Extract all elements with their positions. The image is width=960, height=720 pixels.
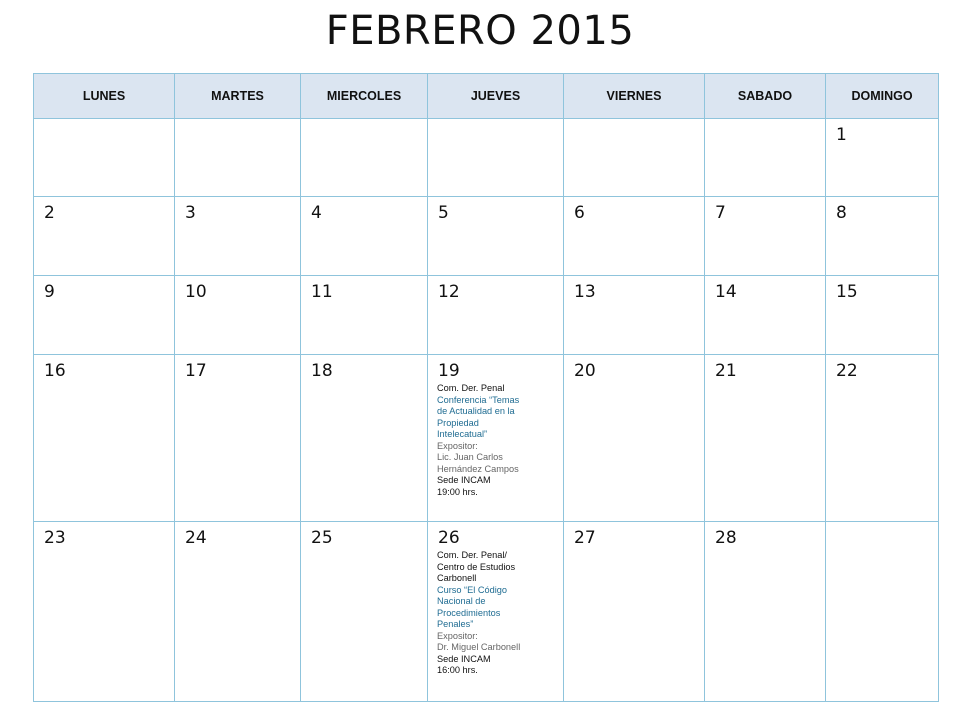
day-number: 5 [438,203,449,223]
day-number [34,119,174,125]
day-cell[interactable] [34,522,175,702]
event-line: Curso “El Código [437,584,507,595]
day-number: 7 [715,203,726,223]
day-number: 14 [715,282,737,302]
day-number: 13 [574,282,596,302]
day-cell[interactable] [705,197,826,276]
day-number: 8 [836,203,847,223]
day-cell[interactable] [301,355,428,522]
weekday-header: SABADO [705,74,826,119]
event-line: Com. Der. Penal [437,383,505,393]
day-cell[interactable] [564,276,705,355]
day-cell[interactable] [301,119,428,197]
event-line: Lic. Juan Carlos [437,452,503,462]
calendar-week-row [34,522,939,702]
day-number: 15 [836,282,858,302]
day-cell[interactable] [34,276,175,355]
day-cell[interactable] [826,119,939,197]
day-cell[interactable] [428,355,564,522]
event-line: Carbonell [437,573,477,583]
day-number: 23 [44,528,66,548]
day-number: 22 [836,361,858,381]
weekday-header: DOMINGO [826,74,939,119]
day-number: 26 [438,528,460,548]
weekday-header: MARTES [175,74,301,119]
day-cell[interactable] [175,355,301,522]
day-cell[interactable] [34,355,175,522]
day-cell[interactable] [564,119,705,197]
calendar-week-row [34,276,939,355]
day-number [564,119,704,125]
day-number: 12 [438,282,460,302]
day-cell[interactable] [826,522,939,702]
day-cell[interactable] [564,197,705,276]
day-number: 2 [44,203,55,223]
event-line: de Actualidad en la [437,406,515,416]
day-cell[interactable] [428,119,564,197]
day-number: 16 [44,361,66,381]
calendar-week-row [34,119,939,197]
weekday-header: VIERNES [564,74,705,119]
event-details [428,548,563,677]
day-number: 28 [715,528,737,548]
day-cell[interactable] [564,522,705,702]
day-number: 17 [185,361,207,381]
event-line: Com. Der. Penal/ [437,550,507,560]
day-cell[interactable] [826,197,939,276]
day-cell[interactable] [428,276,564,355]
day-number: 27 [574,528,596,548]
event-line: Expositor: [437,440,478,451]
event-line: Hernández Campos [437,463,519,474]
calendar-title: FEBRERO 2015 [325,8,635,54]
weekday-header: JUEVES [428,74,564,119]
day-number [175,119,300,125]
day-cell[interactable] [428,522,564,702]
day-cell[interactable] [175,522,301,702]
day-cell[interactable] [34,197,175,276]
event-line: Dr. Miguel Carbonell [437,642,521,652]
day-cell[interactable] [428,197,564,276]
event-details [428,381,563,498]
day-number: 24 [185,528,207,548]
day-number [301,119,427,125]
day-cell[interactable] [175,119,301,197]
event-line: 19:00 hrs. [437,486,478,497]
day-number: 6 [574,203,585,223]
event-line: Propiedad [437,417,479,428]
day-cell[interactable] [826,355,939,522]
day-number: 3 [185,203,196,223]
event-line: Sede INCAM [437,653,491,664]
event-line: Conferencia “Temas [437,394,520,405]
day-number: 20 [574,361,596,381]
event-line: Procedimientos [437,607,501,618]
day-number: 9 [44,282,55,302]
day-cell[interactable] [564,355,705,522]
day-number [428,119,563,125]
event-line: 16:00 hrs. [437,665,478,675]
day-number: 1 [836,125,847,145]
calendar-grid [33,73,939,702]
weekday-header-row [34,74,939,119]
day-cell[interactable] [301,197,428,276]
event-line: Centro de Estudios [437,561,516,572]
day-cell[interactable] [705,276,826,355]
calendar-week-row [34,355,939,522]
event-line: Expositor: [437,630,478,641]
event-line: Sede INCAM [437,475,491,485]
event-line: Penales” [437,619,474,629]
day-cell[interactable] [301,276,428,355]
day-number [826,522,938,528]
day-cell[interactable] [175,197,301,276]
day-number: 19 [438,361,460,381]
day-number: 18 [311,361,333,381]
event-line: Nacional de [437,596,486,606]
day-cell[interactable] [705,355,826,522]
day-number: 4 [311,203,322,223]
weekday-header: LUNES [34,74,175,119]
day-cell[interactable] [301,522,428,702]
day-number [705,119,825,125]
weekday-header: MIERCOLES [301,74,428,119]
day-cell[interactable] [34,119,175,197]
calendar-week-row [34,197,939,276]
day-cell[interactable] [705,119,826,197]
day-cell[interactable] [175,276,301,355]
day-number: 21 [715,361,737,381]
day-cell[interactable] [826,276,939,355]
day-number: 11 [311,282,333,302]
day-number: 10 [185,282,207,302]
day-number: 25 [311,528,333,548]
day-cell[interactable] [705,522,826,702]
event-line: Intelecatual” [437,429,488,439]
